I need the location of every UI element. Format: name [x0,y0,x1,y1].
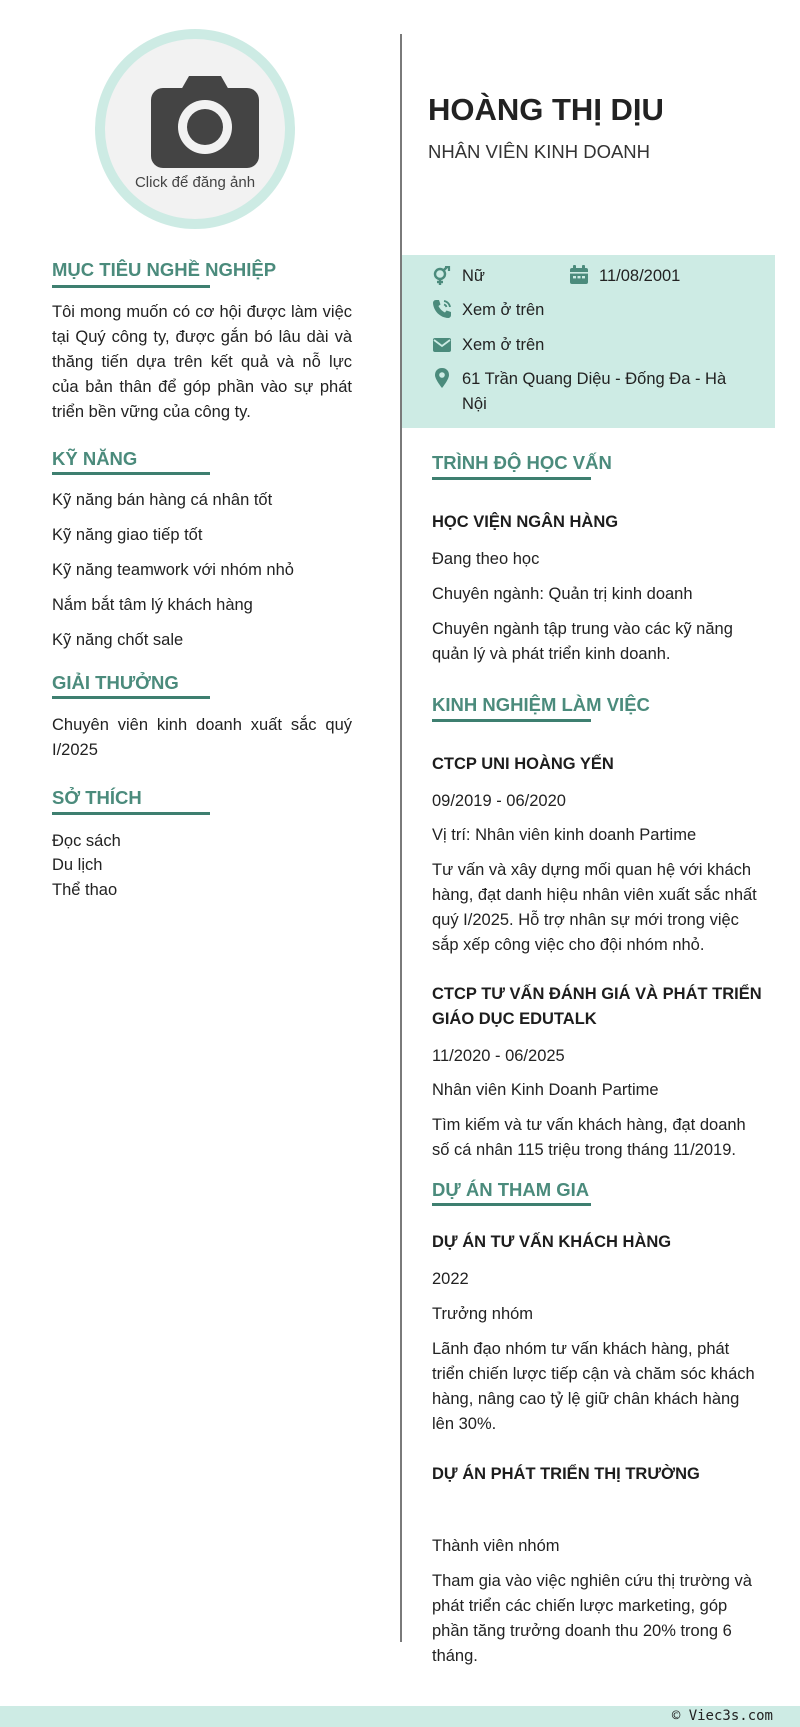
job-period: 11/2020 - 06/2025 [432,1047,565,1065]
education-major: Chuyên ngành: Quản trị kinh doanh [432,585,693,603]
contact-panel [402,255,775,428]
job-company: CTCP UNI HOÀNG YẾN [432,755,614,773]
job-company: CTCP TƯ VẤN ĐÁNH GIÁ VÀ PHÁT TRIỂN GIÁO DỤC EDUTALK [432,985,762,1028]
hobbies-title: SỞ THÍCH [52,787,142,808]
project-year: 2022 [432,1270,469,1288]
project-role: Thành viên nhóm [432,1537,560,1555]
skills-underline [52,472,210,475]
project-role: Trưởng nhóm [432,1305,534,1323]
skill-item: Kỹ năng chốt sale [52,631,184,649]
job-description: Tìm kiếm và tư vấn khách hàng, đạt doanh số cá nhân 115 triệu trong tháng 11/2019. [432,1116,746,1159]
job-position: Nhân viên Kinh Doanh Partime [432,1081,659,1099]
project-name: DỰ ÁN PHÁT TRIỂN THỊ TRƯỜNG [432,1465,700,1483]
hobby-item: Du lịch [52,856,103,874]
project-description: Tham gia vào việc nghiên cứu thị trường và phát triển các chiến lược marketing, góp phần tăng trưởng doanh thu 20% trong 6 tháng. [432,1572,752,1665]
objective-underline [52,285,210,288]
project-description: Lãnh đạo nhóm tư vấn khách hàng, phát triển chiến lược tiếp cận và chăm sóc khách hàng, nâng cao tỷ lệ giữ chân khách hàng lên 30%. [432,1340,755,1433]
education-status: Đang theo học [432,550,540,568]
experience-underline [432,719,591,722]
experience-title: KINH NGHIỆM LÀM VIỆC [432,694,650,715]
hobbies-underline [52,812,210,815]
award-text: Chuyên viên kinh doanh xuất sắc quý I/2025 [52,716,352,759]
education-description: Chuyên ngành tập trung vào các kỹ năng quản lý và phát triển kinh doanh. [432,620,733,663]
candidate-name: HOÀNG THỊ DỊU [428,92,664,127]
education-underline [432,477,591,480]
birthdate-value: 11/08/2001 [599,267,681,285]
job-description: Tư vấn và xây dựng mối quan hệ với khách hàng, đạt danh hiệu nhân viên xuất sắc nhất quý I/2025. Hỗ trợ nhân sự mới trong việc sắp xếp công việc cho đội nhóm nhỏ. [432,861,757,954]
objective-text: Tôi mong muốn có cơ hội được làm việc tại Quý công ty, được gắn bó lâu dài và thăng tiến dựa trên kết quả và nỗ lực của bản thân để góp phần vào sự phát triển bền vững của công ty. [52,303,352,421]
address-value: 61 Trần Quang Diệu - Đống Đa - Hà Nội [462,370,727,413]
email-value: Xem ở trên [462,336,545,354]
skill-item: Kỹ năng teamwork với nhóm nhỏ [52,561,294,579]
skill-item: Kỹ năng bán hàng cá nhân tốt [52,491,273,509]
envelope-icon [432,335,452,355]
candidate-role: NHÂN VIÊN KINH DOANH [428,141,651,162]
phone-icon [432,299,452,319]
hobby-item: Đọc sách [52,832,121,850]
projects-underline [432,1203,591,1206]
education-title: TRÌNH ĐỘ HỌC VẤN [432,452,612,473]
school-name: HỌC VIỆN NGÂN HÀNG [432,513,619,531]
hobby-item: Thể thao [52,881,118,899]
phone-value: Xem ở trên [462,301,545,319]
skill-item: Kỹ năng giao tiếp tốt [52,526,203,544]
avatar-upload[interactable] [95,29,295,229]
gender-icon [432,266,452,286]
job-period: 09/2019 - 06/2020 [432,792,566,810]
objective-title: MỤC TIÊU NGHỀ NGHIỆP [52,259,277,280]
footer-credit: © Viec3s.com [671,1708,773,1724]
job-position: Vị trí: Nhân viên kinh doanh Partime [432,826,697,844]
skills-title: KỸ NĂNG [52,448,138,469]
awards-title: GIẢI THƯỞNG [52,672,179,693]
map-pin-icon [432,368,452,388]
project-name: DỰ ÁN TƯ VẤN KHÁCH HÀNG [432,1233,672,1251]
calendar-icon [569,265,589,285]
camera-icon [151,76,259,168]
gender-value: Nữ [462,267,485,285]
footer-bar [0,1706,800,1727]
avatar-caption: Click để đăng ảnh [134,174,256,191]
awards-underline [52,696,210,699]
avatar-placeholder [105,39,285,219]
projects-title: DỰ ÁN THAM GIA [432,1179,590,1200]
skill-item: Nắm bắt tâm lý khách hàng [52,596,253,614]
